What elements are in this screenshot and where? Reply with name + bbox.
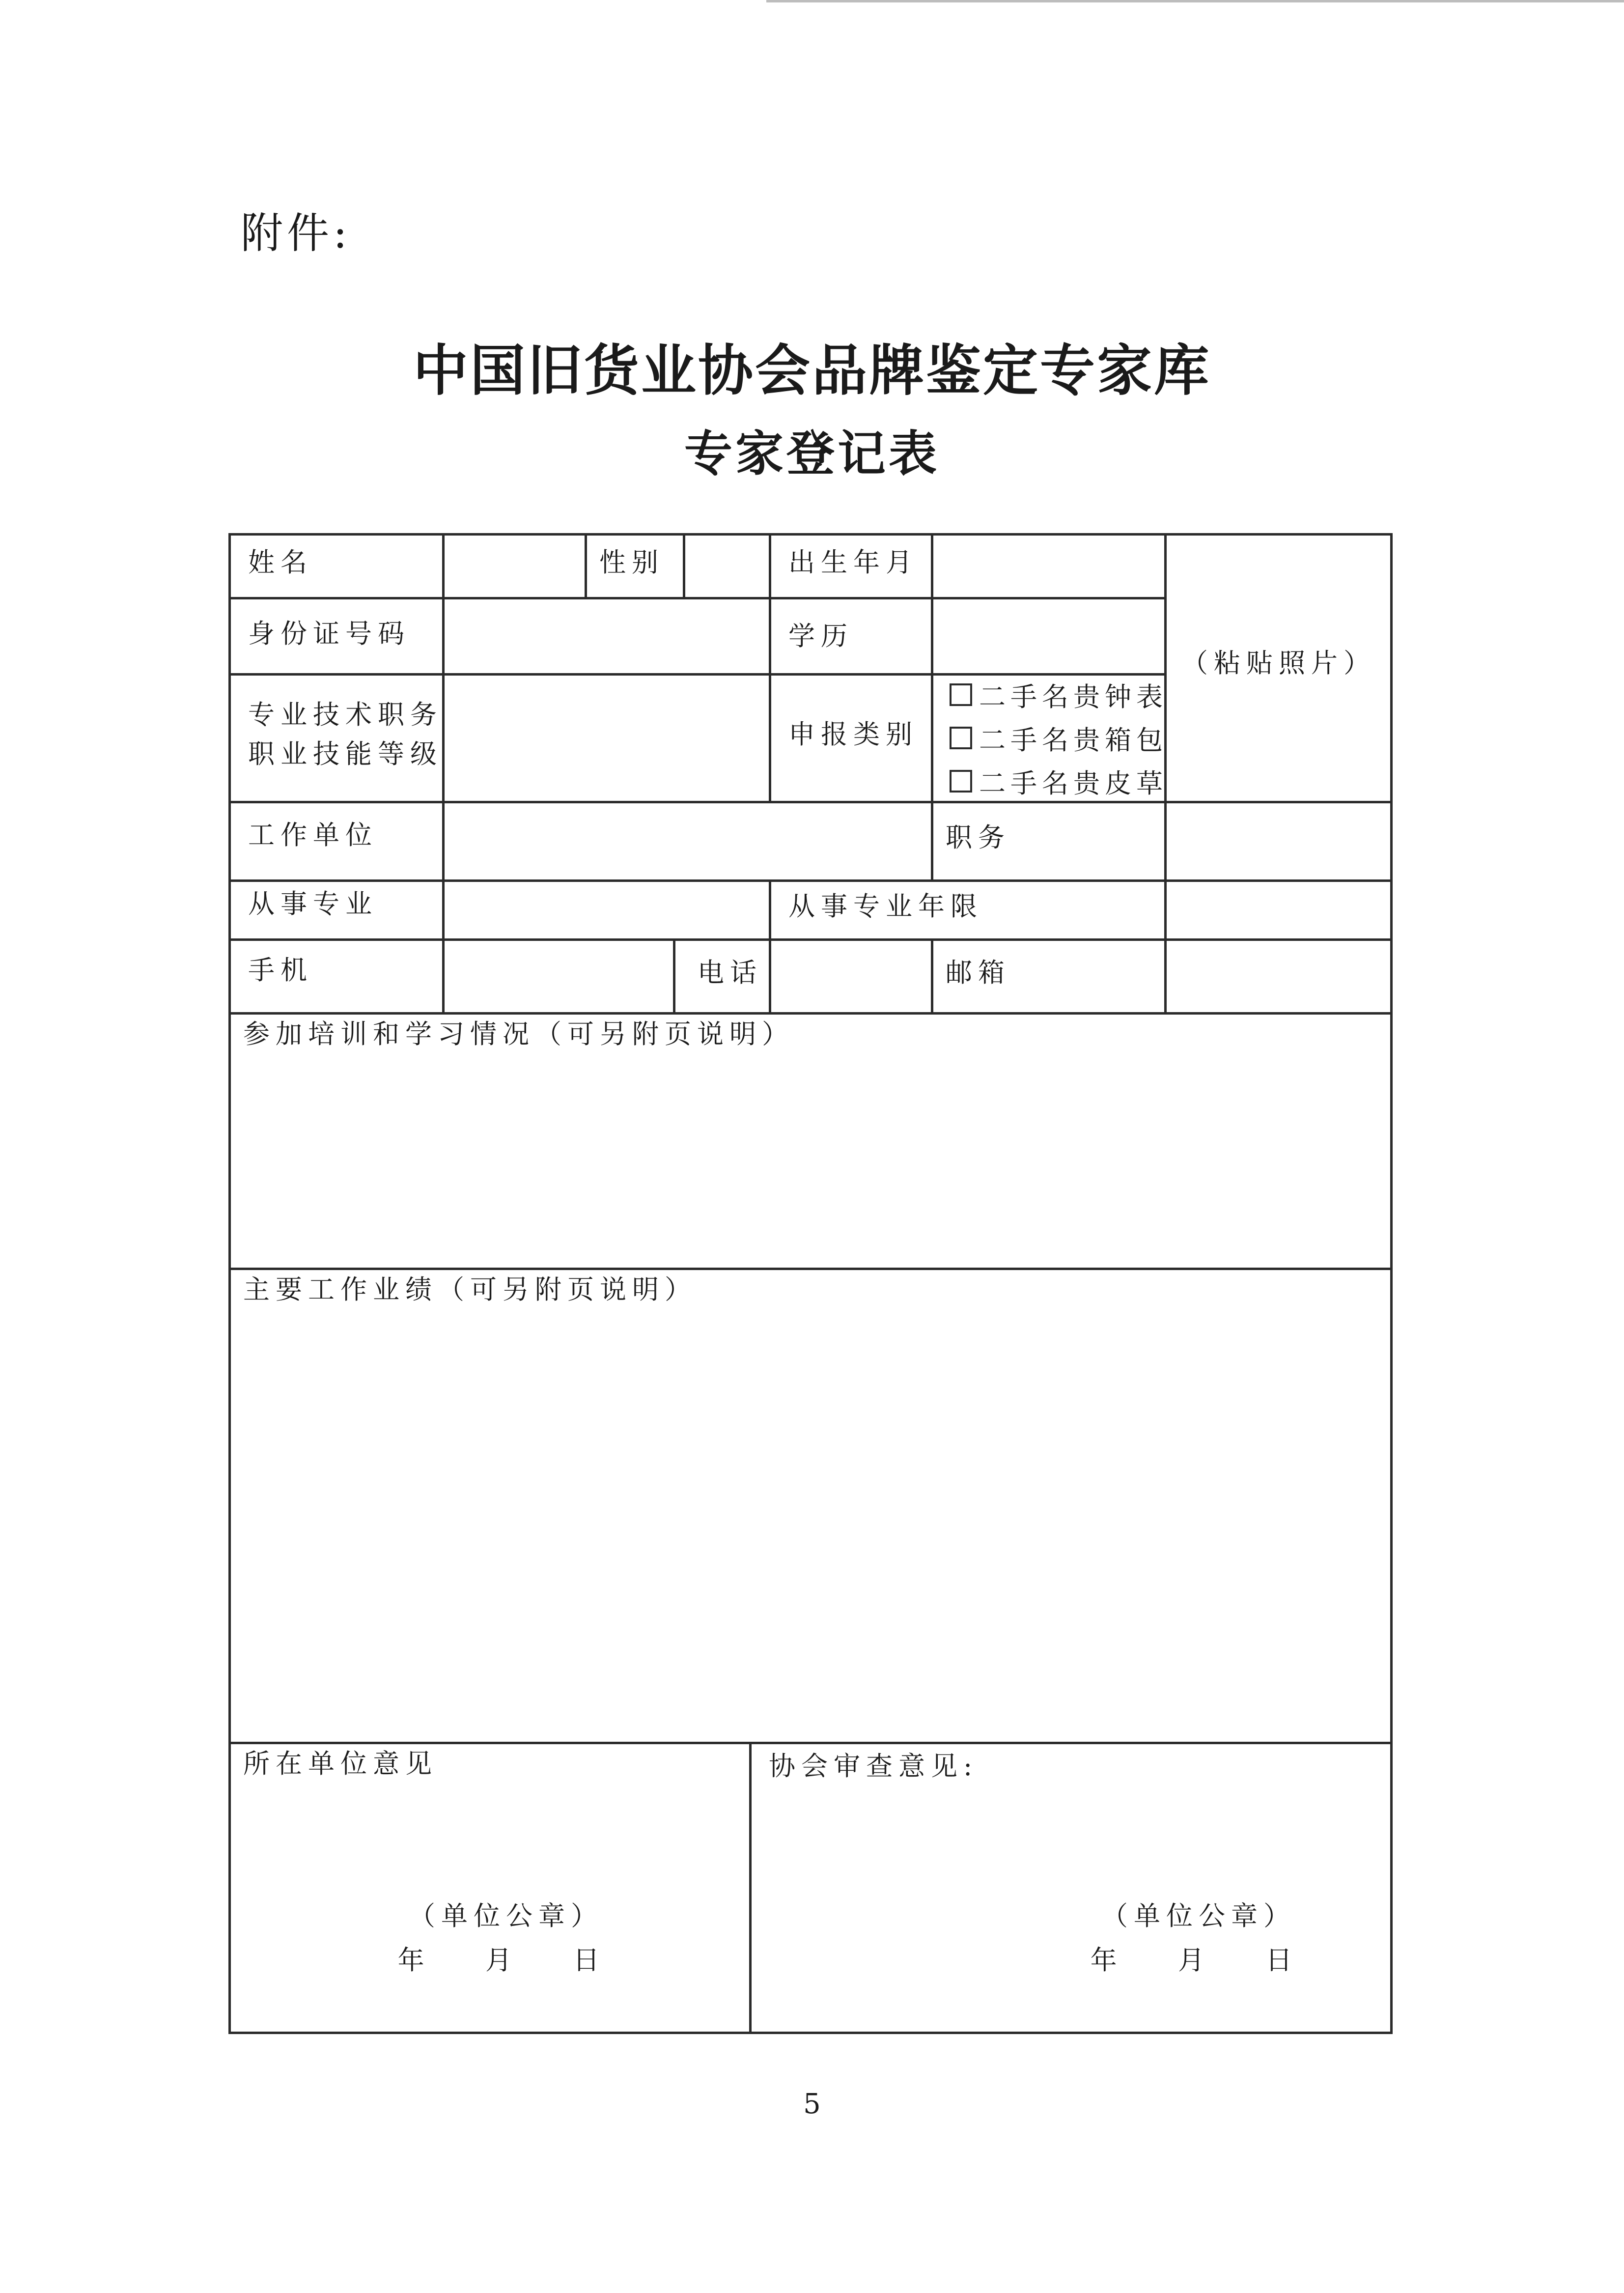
association-date-label: 年 月 日: [1090, 1945, 1307, 1976]
row-line-7: [228, 1268, 1393, 1270]
row-line-8: [228, 1742, 1393, 1744]
workplace-label: 工作单位: [248, 820, 378, 850]
unit-date-label: 年 月 日: [397, 1945, 615, 1976]
id-label: 身份证号码: [248, 618, 410, 649]
position-label: 职务: [946, 822, 1010, 853]
document-title: 中国旧货业协会品牌鉴定专家库: [413, 339, 1211, 403]
photo-label: （粘贴照片）: [1181, 648, 1376, 679]
row-line-5: [228, 938, 1393, 941]
checkbox-bags[interactable]: [950, 727, 972, 749]
row-line-1: [228, 597, 1164, 599]
registration-form: [228, 533, 1393, 2034]
association-opinion-label: 协会审查意见:: [769, 1751, 979, 1782]
name-label: 姓名: [248, 547, 313, 578]
form-border-bottom: [228, 2032, 1393, 2034]
scan-edge: [766, 0, 1624, 2]
page-number: 5: [803, 2088, 821, 2120]
option-bags-label: 二手名贵箱包: [979, 724, 1168, 756]
category-option-bags[interactable]: [950, 716, 1168, 760]
category-option-watches[interactable]: [950, 673, 1168, 716]
mobile-label: 手机: [248, 955, 313, 986]
achievements-label: 主要工作业绩（可另附页说明）: [243, 1274, 697, 1305]
col-line-phone: [673, 938, 675, 1012]
association-seal-label: （单位公章）: [1101, 1900, 1296, 1931]
category-option-furs[interactable]: [950, 760, 1168, 803]
unit-seal-label: （单位公章）: [409, 1900, 603, 1931]
specialty-label: 从事专业: [248, 888, 378, 919]
form-border-left: [228, 533, 231, 2034]
col-line-right-label-bottom: [931, 938, 933, 1012]
form-border-top: [228, 533, 1393, 536]
years-label: 从事专业年限: [788, 891, 983, 922]
category-options: [950, 673, 1168, 803]
col-line-opinion: [749, 1742, 752, 2034]
col-line-gender: [585, 533, 587, 597]
row-line-4: [228, 879, 1393, 882]
birth-label: 出生年月: [788, 547, 918, 578]
gender-label: 性别: [599, 547, 664, 578]
col-line-gender-value: [683, 533, 685, 597]
col-line-middle: [769, 533, 771, 801]
checkbox-watches[interactable]: [950, 683, 972, 706]
form-border-right: [1390, 533, 1393, 2034]
document-subtitle: 专家登记表: [684, 425, 940, 482]
education-label: 学历: [788, 621, 853, 651]
col-line-right-label-lower: [931, 801, 933, 879]
phone-label: 电话: [698, 957, 762, 988]
col-line-label: [442, 533, 445, 1012]
attachment-label: 附件:: [241, 209, 351, 258]
unit-opinion-label: 所在单位意见: [243, 1748, 438, 1779]
option-furs-label: 二手名贵皮草: [979, 767, 1168, 799]
col-line-middle-lower: [769, 879, 771, 1012]
checkbox-furs[interactable]: [950, 770, 972, 793]
category-label: 申报类别: [788, 719, 918, 750]
row-line-3: [228, 801, 1393, 803]
skill-level-label: 职业技能等级: [248, 738, 443, 769]
col-line-right-label: [931, 533, 933, 801]
professional-title-label: 专业技术职务: [248, 699, 443, 730]
training-label: 参加培训和学习情况（可另附页说明）: [243, 1019, 794, 1049]
option-watches-label: 二手名贵钟表: [979, 681, 1168, 712]
email-label: 邮箱: [946, 957, 1010, 988]
row-line-6: [228, 1012, 1393, 1015]
